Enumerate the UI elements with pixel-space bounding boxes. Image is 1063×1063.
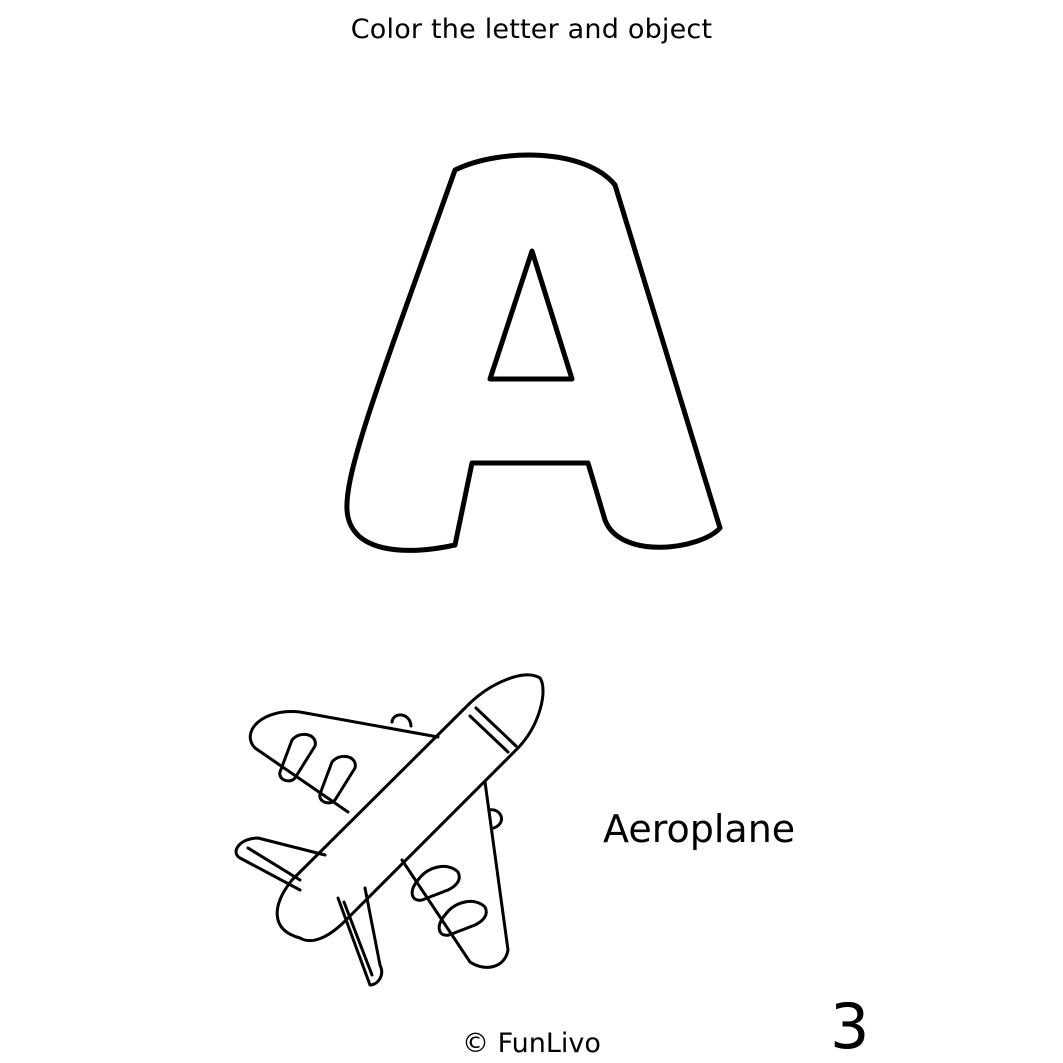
aeroplane-icon	[236, 675, 543, 985]
object-label: Aeroplane	[603, 807, 796, 851]
page-number: 3	[830, 990, 870, 1063]
letter-outline	[347, 155, 720, 550]
copyright-text: © FunLivo	[462, 1028, 601, 1059]
instruction-text: Color the letter and object	[350, 14, 713, 45]
